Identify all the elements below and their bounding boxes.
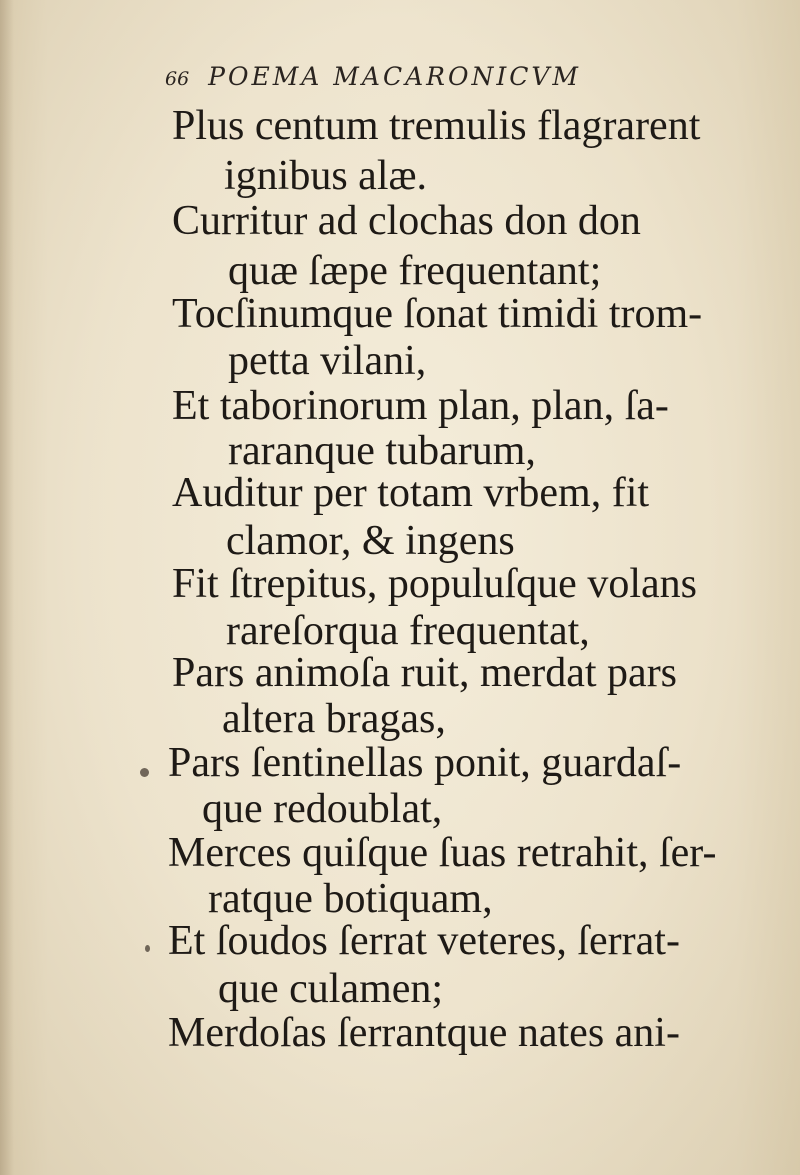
verse-line: Plus centum tremulis flagrarent bbox=[172, 103, 701, 149]
verse-line: Pars ſentinellas ponit, guardaſ- bbox=[168, 740, 682, 786]
verse-line: raranque tubarum, bbox=[228, 428, 536, 474]
page-number: 66 bbox=[165, 68, 190, 90]
verse-line: Tocſinumque ſonat timidi trom- bbox=[172, 291, 703, 337]
verse-line: quæ ſæpe frequentant; bbox=[228, 248, 602, 294]
verse-line: que culamen; bbox=[218, 966, 444, 1012]
running-title: POEMA MACARONICVM bbox=[208, 62, 581, 91]
ink-spot bbox=[145, 945, 150, 952]
verse-line: Auditur per totam vrbem, fit bbox=[172, 470, 650, 516]
verse-line: Et ſoudos ſerrat veteres, ſerrat- bbox=[168, 918, 680, 964]
verse-line: Curritur ad clochas don don bbox=[172, 198, 641, 244]
verse-line: Merdoſas ſerrantque nates ani- bbox=[168, 1010, 680, 1056]
verse-line: altera bragas, bbox=[222, 696, 446, 742]
verse-line: Pars animoſa ruit, merdat pars bbox=[172, 650, 678, 696]
verse-line: petta vilani, bbox=[228, 338, 427, 384]
verse-line: ratque botiquam, bbox=[208, 876, 493, 922]
verse-line: ignibus alæ. bbox=[224, 153, 428, 199]
ink-spot bbox=[140, 768, 149, 777]
verse-line: que redoublat, bbox=[202, 786, 443, 832]
verse-line: Et taborinorum plan, plan, ſa- bbox=[172, 383, 669, 429]
verse-line: clamor, & ingens bbox=[226, 518, 515, 564]
verse-line: Merces quiſque ſuas retrahit, ſer- bbox=[168, 830, 717, 876]
verse-line: rareſorqua frequentat, bbox=[226, 608, 590, 654]
verse-line: Fit ſtrepitus, populuſque volans bbox=[172, 561, 697, 607]
